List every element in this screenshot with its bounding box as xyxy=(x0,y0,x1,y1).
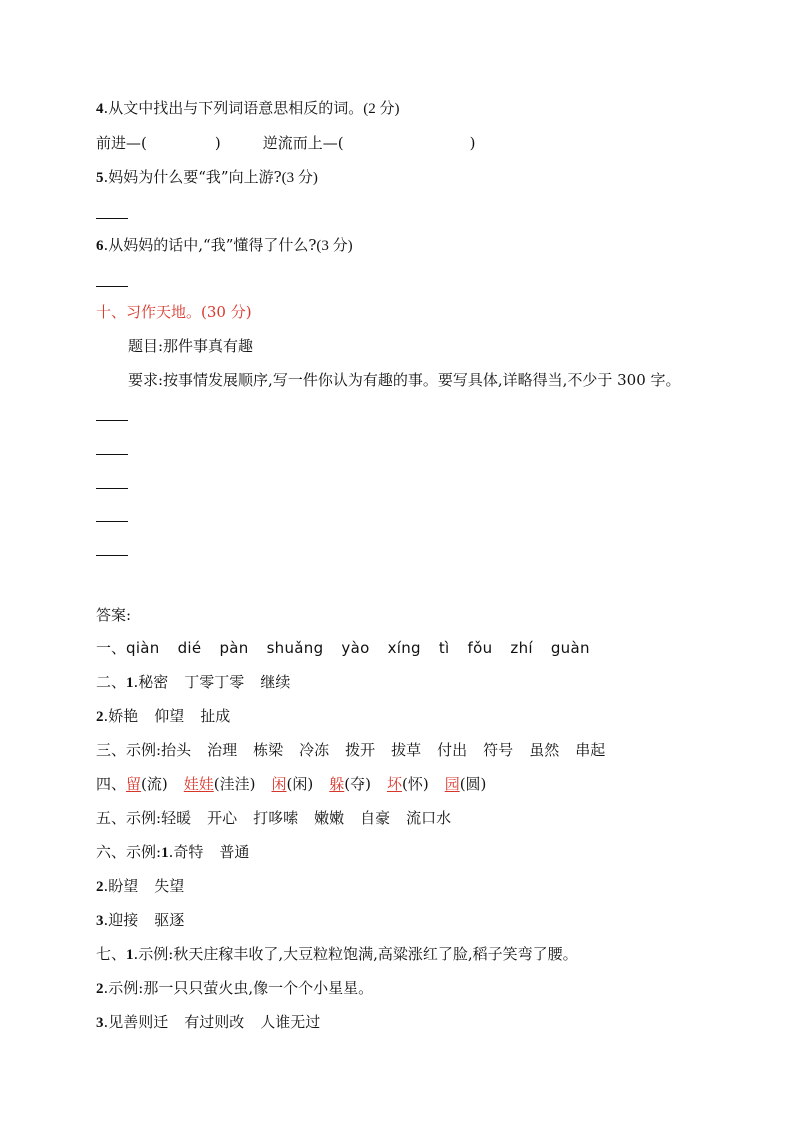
pinyin-item: fǒu xyxy=(467,639,493,657)
answer-word: 扯成 xyxy=(200,707,231,725)
answer-number: 1 xyxy=(161,845,169,861)
corrected-char: 躲 xyxy=(329,775,345,793)
answer-text: .示例:秋天庄稼丰收了,大豆粒粒饱满,高粱涨红了脸,稻子笑弯了腰。 xyxy=(133,945,578,963)
pinyin-item: zhí xyxy=(510,639,533,657)
corrected-char: 留 xyxy=(126,775,142,793)
answer-line[interactable] xyxy=(96,218,128,219)
answer-word: 驱逐 xyxy=(154,911,185,929)
corrected-char: 坏 xyxy=(386,775,402,793)
original-char: (流) xyxy=(141,775,168,793)
answer-word: 嫩嫩 xyxy=(314,809,345,827)
answer-word: 虽然 xyxy=(529,741,560,759)
answer-7-3 xyxy=(96,1012,320,1033)
answer-word: 拨开 xyxy=(345,741,376,759)
question-number: 5 xyxy=(96,170,104,186)
answer-number: 3 xyxy=(96,913,104,929)
answer-word: 抬头 xyxy=(161,741,192,759)
answer-word: 付出 xyxy=(437,741,468,759)
pinyin-item: guàn xyxy=(550,639,590,657)
answer-word: 自豪 xyxy=(360,809,391,827)
answer-word: 流口水 xyxy=(406,809,452,827)
answer-word: 丁零丁零 xyxy=(184,673,245,691)
question-text: .从妈妈的话中,“我”懂得了什么? xyxy=(103,236,317,254)
answer-number: 3 xyxy=(96,1015,104,1031)
answer-word: 有过则改 xyxy=(184,1013,245,1031)
original-char: (洼洼) xyxy=(213,775,256,793)
answer-2-2 xyxy=(96,706,230,727)
answer-6-3 xyxy=(96,910,184,931)
answer-number: 2 xyxy=(96,981,104,997)
answer-5 xyxy=(96,808,451,828)
essay-line[interactable] xyxy=(96,521,128,522)
answer-prefix: 一、 xyxy=(96,639,127,657)
question-score: (3 分) xyxy=(281,170,318,186)
essay-line[interactable] xyxy=(96,454,128,455)
answer-word: .秘密 xyxy=(133,673,169,691)
answer-word: .奇特 xyxy=(168,843,204,861)
answer-3 xyxy=(96,740,605,760)
question-5 xyxy=(96,167,318,188)
answer-word: .娇艳 xyxy=(103,707,139,725)
answer-6-2 xyxy=(96,876,184,897)
answer-6-1 xyxy=(96,842,249,863)
answer-text: .示例:那一只只萤火虫,像一个个小星星。 xyxy=(103,979,374,997)
answer-number: 2 xyxy=(96,709,104,725)
question-6 xyxy=(96,235,353,256)
question-text: .妈妈为什么要“我”向上游? xyxy=(103,168,282,186)
pinyin-item: yào xyxy=(341,639,370,657)
answer-prefix: 六、示例: xyxy=(96,843,162,861)
answer-word: 仰望 xyxy=(154,707,185,725)
pinyin-item: shuǎng xyxy=(266,639,324,657)
answer-prefix: 五、示例: xyxy=(96,809,162,827)
pinyin-item: xíng xyxy=(387,639,421,657)
corrected-char: 娃娃 xyxy=(183,775,214,793)
answer-word: 失望 xyxy=(154,877,185,895)
answer-prefix: 三、示例: xyxy=(96,741,162,759)
answer-7-2 xyxy=(96,978,373,999)
answer-word: 拔草 xyxy=(391,741,422,759)
answer-word: .盼望 xyxy=(103,877,139,895)
question-number: 6 xyxy=(96,238,104,254)
pinyin-item: dié xyxy=(177,639,202,657)
answer-word: .迎接 xyxy=(103,911,139,929)
answer-line[interactable] xyxy=(96,286,128,287)
original-char: (怀) xyxy=(401,775,429,793)
answer-word: 符号 xyxy=(483,741,514,759)
answer-2-1 xyxy=(96,672,290,693)
answer-word: 人谁无过 xyxy=(260,1013,321,1031)
original-char: (夺) xyxy=(344,775,371,793)
essay-line[interactable] xyxy=(96,488,128,489)
answer-prefix: 七、 xyxy=(96,945,127,963)
answer-word: 打哆嗦 xyxy=(253,809,299,827)
answer-7-1 xyxy=(96,944,578,965)
answer-word: 轻暖 xyxy=(161,809,192,827)
answers-heading: 答案: xyxy=(96,606,132,624)
answer-1 xyxy=(96,638,608,658)
answer-word: .见善则迁 xyxy=(103,1013,169,1031)
original-char: (圆) xyxy=(459,775,487,793)
answer-word: 继续 xyxy=(260,673,291,691)
essay-requirement: 要求:按事情发展顺序,写一件你认为有趣的事。要写具体,详略得当,不少于 300 字。 xyxy=(128,371,681,389)
answer-word: 串起 xyxy=(575,741,606,759)
pinyin-item: pàn xyxy=(219,639,249,657)
answer-number: 1 xyxy=(126,675,134,691)
answer-word: 治理 xyxy=(207,741,238,759)
blank-2-close: ) xyxy=(469,134,476,152)
answer-number: 2 xyxy=(96,879,104,895)
answer-word: 普通 xyxy=(219,843,250,861)
answer-word: 冷冻 xyxy=(299,741,330,759)
corrected-char: 闲 xyxy=(271,775,287,793)
question-4-blanks xyxy=(96,133,475,153)
answer-word: 栋梁 xyxy=(253,741,284,759)
blank-1-close: ) xyxy=(214,134,221,152)
pinyin-item: qiàn xyxy=(126,639,160,657)
question-score: (2 分) xyxy=(363,101,400,117)
essay-line[interactable] xyxy=(96,555,128,556)
answer-4 xyxy=(96,774,486,794)
essay-topic: 题目:那件事真有趣 xyxy=(128,337,254,355)
blank-2-label: 逆流而上—( xyxy=(262,134,344,152)
essay-line[interactable] xyxy=(96,420,128,421)
pinyin-item: tì xyxy=(438,639,450,657)
question-score: (3 分) xyxy=(316,238,353,254)
question-number: 4 xyxy=(96,101,104,117)
answer-word: 开心 xyxy=(207,809,238,827)
answer-prefix: 二、 xyxy=(96,673,127,691)
blank-1-label: 前进—( xyxy=(96,134,147,152)
corrected-char: 园 xyxy=(444,775,460,793)
original-char: (闲) xyxy=(286,775,314,793)
section-10-title: 十、习作天地。(30 分) xyxy=(96,303,252,321)
question-4 xyxy=(96,98,400,119)
answer-prefix: 四、 xyxy=(96,775,127,793)
question-text: .从文中找出与下列词语意思相反的词。 xyxy=(103,99,364,117)
answer-number: 1 xyxy=(126,947,134,963)
